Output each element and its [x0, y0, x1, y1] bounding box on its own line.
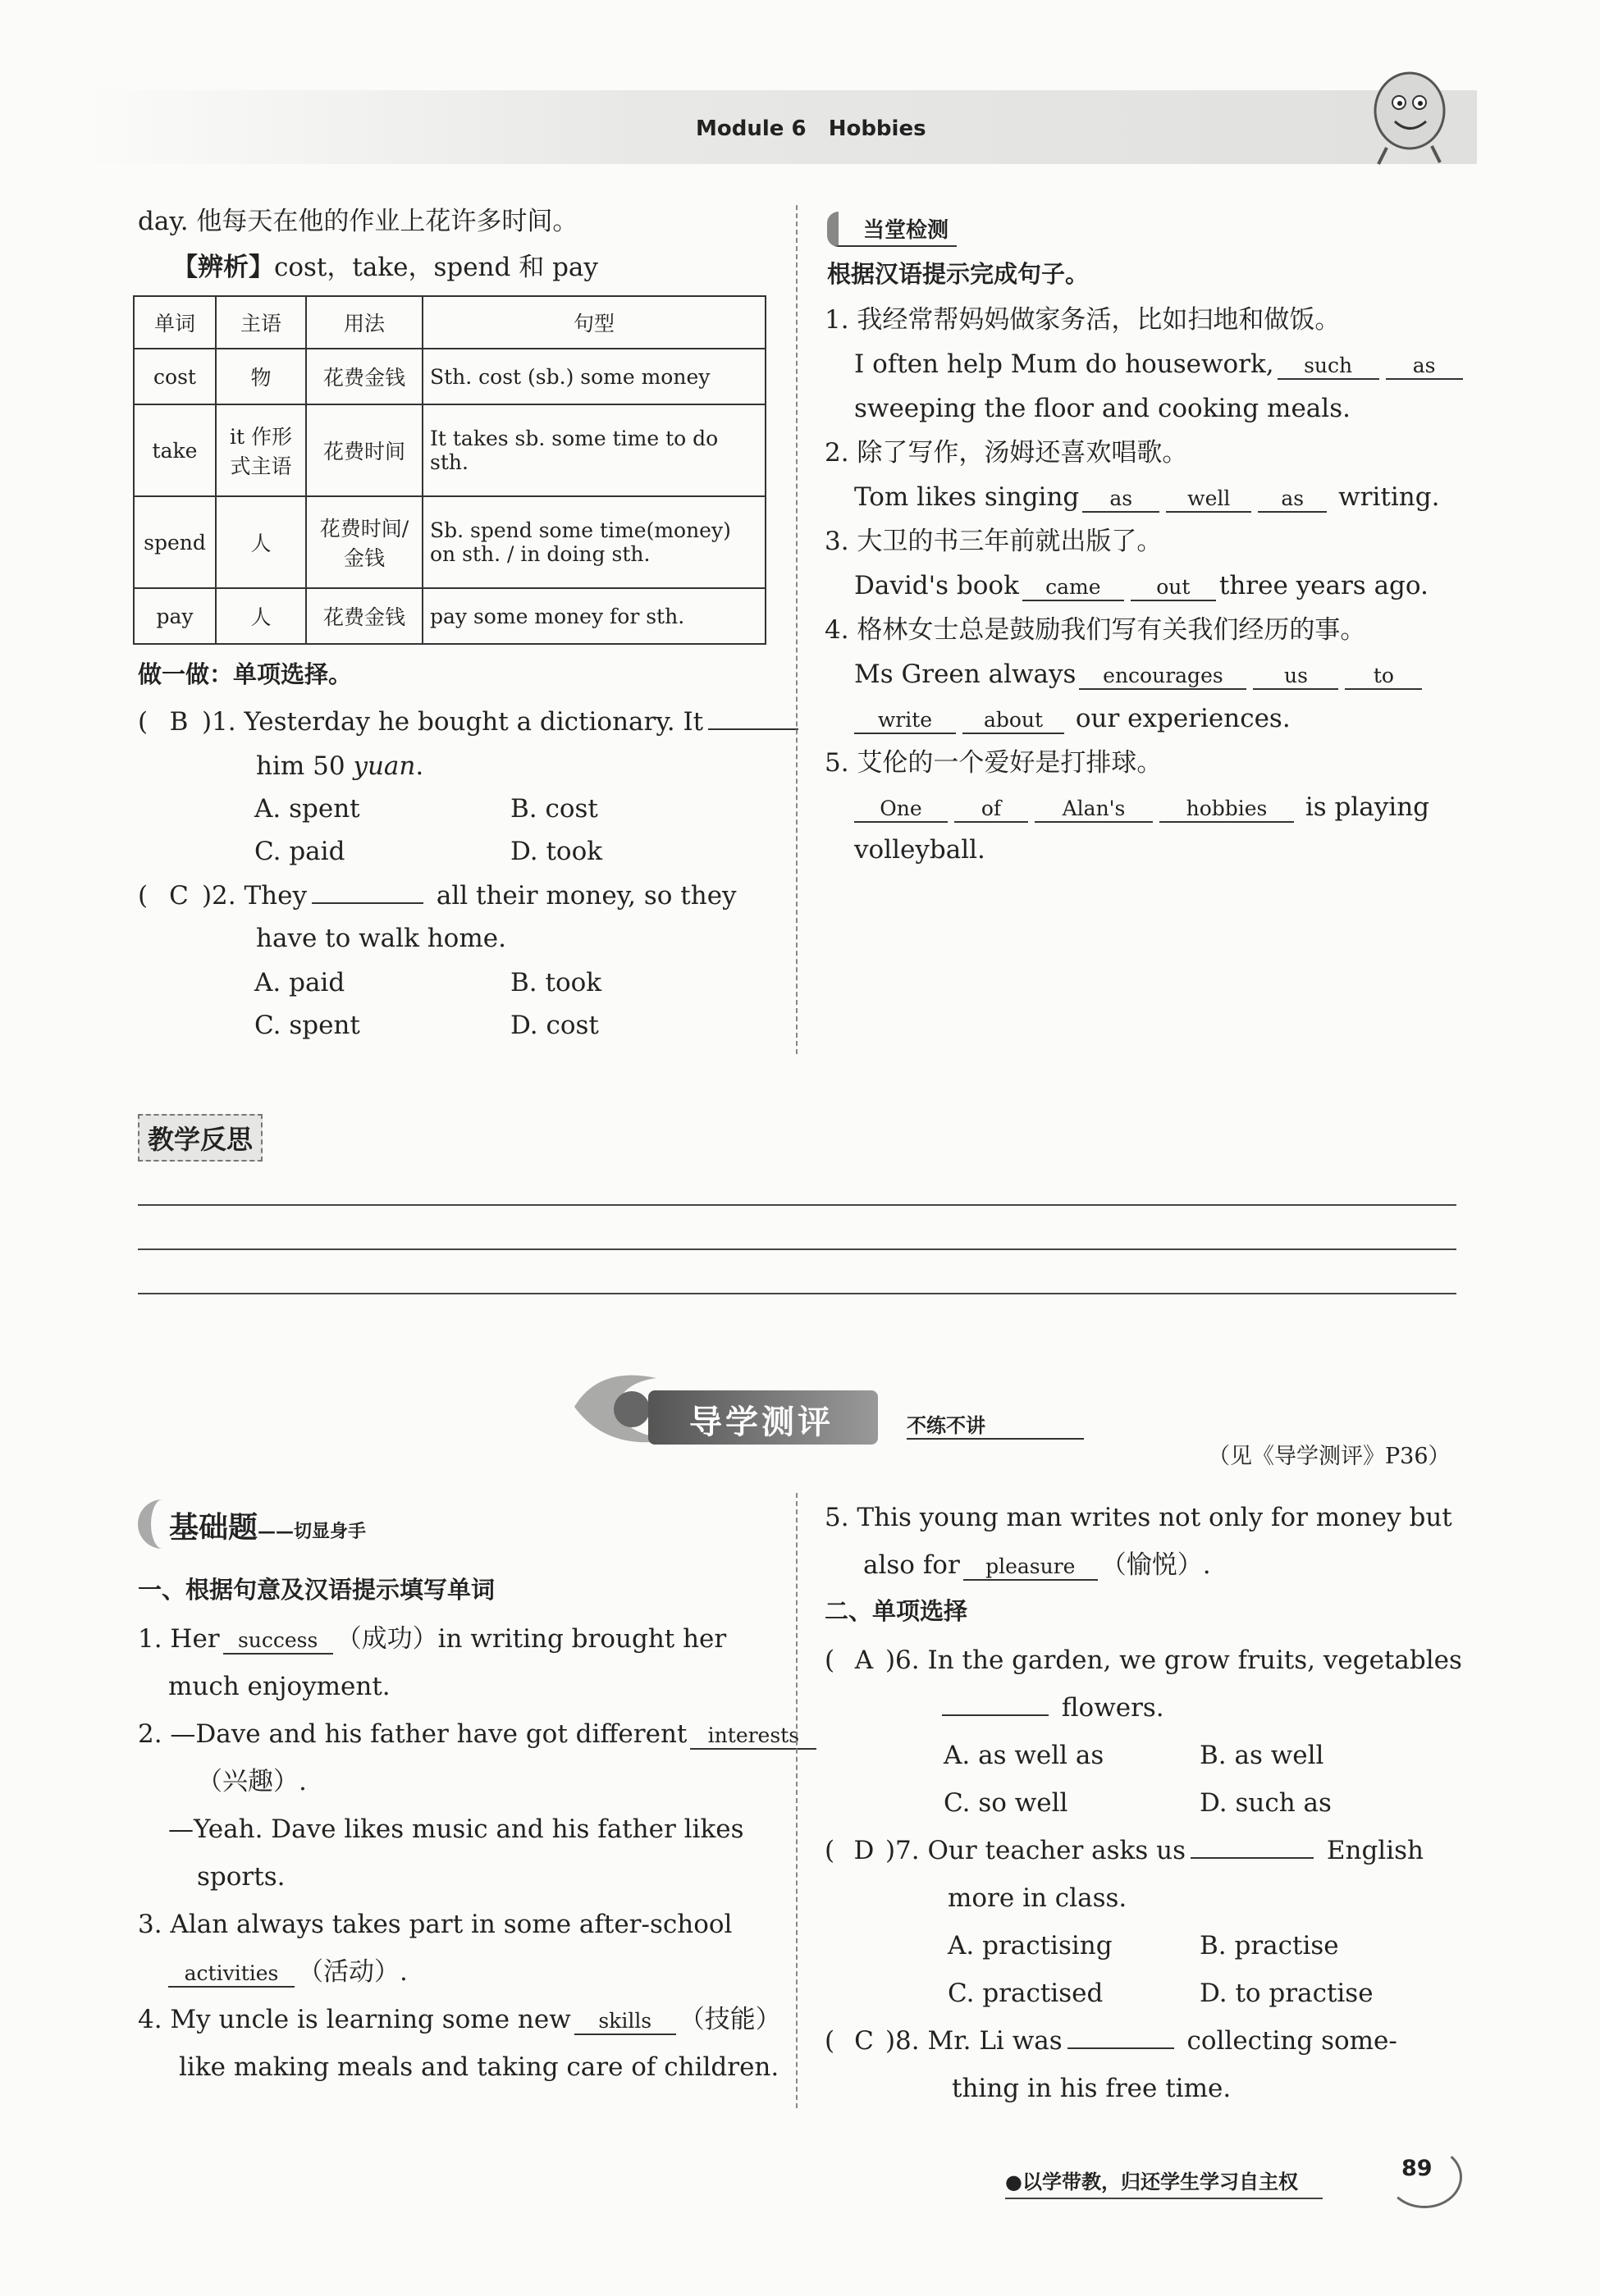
table-cell: 花费金钱 [306, 349, 423, 404]
answer-blank: success [223, 1628, 333, 1655]
table-cell: 人 [216, 588, 306, 644]
table-cell: 物 [216, 349, 306, 404]
part1-title: 一、根据句意及汉语提示填写单词 [138, 1576, 496, 1604]
column-divider [796, 1493, 798, 2108]
answer-blank: us [1253, 664, 1338, 690]
section-tag: 当堂检测 [827, 212, 957, 247]
practice-title: 做一做：单项选择。 [138, 660, 353, 688]
usage-table [133, 295, 766, 645]
header-title: Hobbies [828, 116, 926, 141]
writing-line [138, 1293, 1456, 1294]
answer-blank: One [854, 797, 948, 823]
table-cell: take [134, 404, 216, 496]
intro-line: day. 他每天在他的作业上花许多时间。 [138, 207, 578, 236]
answer-blank: to [1345, 664, 1422, 690]
table-row [134, 496, 766, 588]
table-cell: 花费金钱 [306, 588, 423, 644]
left-q1: ( B )1. Yesterday he bought a dictionary. It [138, 705, 803, 738]
banner-title: 导学测评 [689, 1404, 834, 1441]
table-cell: 人 [216, 496, 306, 588]
option: A. paid [254, 968, 345, 997]
answer-blank: came [1022, 575, 1124, 601]
table-cell: pay some money for sth. [423, 588, 766, 644]
table-header: 单词 [134, 296, 216, 349]
table-row [134, 349, 766, 404]
table-cell: it 作形式主语 [216, 404, 306, 496]
header-module: Module 6 [696, 116, 807, 141]
option: A. practising [948, 1931, 1113, 1961]
answer-blank: write [854, 708, 956, 734]
answer-blank: encourages [1079, 664, 1246, 690]
reflection-tag: 教学反思 [138, 1114, 263, 1162]
table-cell: 花费时间 [306, 404, 423, 496]
option: B. practise [1200, 1931, 1339, 1961]
option: C. so well [944, 1788, 1068, 1818]
left-q2: ( C )2. They all their money, so they [138, 879, 737, 912]
writing-line [138, 1248, 1456, 1250]
option: C. paid [254, 837, 345, 866]
analysis-label: 【辨析】 [172, 253, 274, 282]
answer-letter: D [853, 1836, 875, 1865]
answer-letter: C [169, 881, 189, 911]
answer-blank: out [1131, 575, 1216, 601]
answer-letter: A [854, 1646, 874, 1675]
part2-title: 二、单项选择 [825, 1597, 968, 1625]
answer-blank: skills [574, 2009, 676, 2035]
answer-letter: C [854, 2026, 874, 2056]
answer-blank: well [1166, 486, 1251, 513]
answer-blank: as [1082, 486, 1159, 513]
answer-letter: B [169, 707, 189, 737]
answer-blank: Alan's [1035, 797, 1153, 823]
table-row [134, 588, 766, 644]
option: D. such as [1200, 1788, 1332, 1818]
page-number: 89 [1401, 2156, 1433, 2181]
table-header: 主语 [216, 296, 306, 349]
table-header: 用法 [306, 296, 423, 349]
table-header: 句型 [423, 296, 766, 349]
basic-title: 基础题 [169, 1510, 258, 1545]
column-divider [796, 205, 798, 1054]
table-cell: pay [134, 588, 216, 644]
table-row [134, 404, 766, 496]
answer-blank: of [954, 797, 1028, 823]
option: B. as well [1200, 1741, 1324, 1770]
option: D. took [510, 837, 603, 866]
table-cell: cost [134, 349, 216, 404]
banner-subtitle: 不练不讲 [907, 1409, 1084, 1440]
option: C. practised [948, 1979, 1104, 2008]
table-cell: 花费时间/金钱 [306, 496, 423, 588]
table-cell: Sth. cost (sb.) some money [423, 349, 766, 404]
table-cell: Sb. spend some time(money) on sth. / in doing sth. [423, 496, 766, 588]
option: C. spent [254, 1011, 360, 1040]
answer-blank: hobbies [1159, 797, 1294, 823]
answer-blank: interests [690, 1723, 816, 1750]
analysis-text: cost，take，spend 和 pay [274, 253, 598, 282]
option: B. took [510, 968, 602, 997]
mascot-icon [1362, 57, 1456, 172]
banner-ref: （见《导学测评》P36） [1208, 1444, 1451, 1469]
answer-blank: such [1278, 354, 1379, 380]
option: A. spent [254, 794, 360, 824]
instruction: 根据汉语提示完成句子。 [827, 260, 1090, 288]
option: B. cost [510, 794, 598, 824]
answer-blank: pleasure [963, 1554, 1098, 1581]
table-cell: It takes sb. some time to do sth. [423, 404, 766, 496]
option: D. cost [510, 1011, 599, 1040]
answer-blank: as [1386, 354, 1463, 380]
analysis-line [172, 251, 598, 284]
answer-blank: as [1258, 486, 1327, 513]
option: D. to practise [1200, 1979, 1374, 2008]
writing-line [138, 1204, 1456, 1206]
footer-slogan: ●以学带教，归还学生学习自主权 [1005, 2166, 1323, 2199]
basic-subtitle: ——切显身手 [258, 1521, 367, 1542]
table-cell: spend [134, 496, 216, 588]
answer-blank: about [962, 708, 1064, 734]
answer-blank: activities [168, 1961, 295, 1988]
option: A. as well as [944, 1741, 1104, 1770]
